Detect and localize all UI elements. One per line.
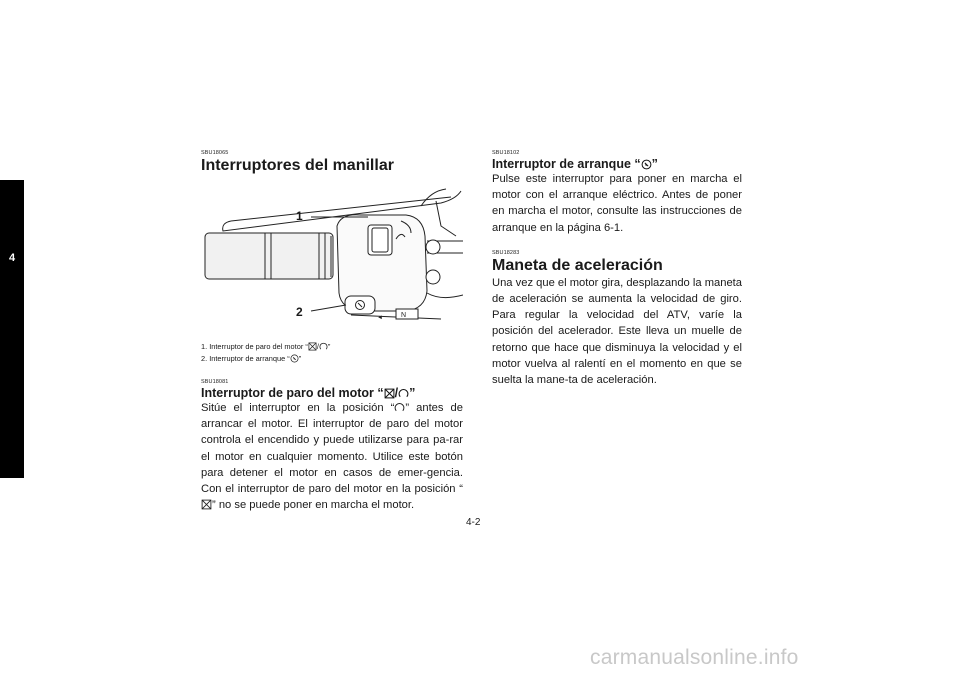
- caption-1-end: ”: [327, 342, 331, 351]
- start-icon: [641, 159, 652, 170]
- section-title: Maneta de aceleración: [492, 256, 663, 274]
- watermark: carmanualsonline.info: [590, 646, 799, 669]
- figure-captions: [201, 341, 463, 365]
- caption-2-text: 2. Interruptor de arranque “: [201, 354, 290, 363]
- handlebar-illustration: [201, 181, 463, 321]
- left-column: [201, 150, 463, 513]
- callout-2: 2: [296, 305, 303, 319]
- engine-stop-text-b: ” antes de arrancar el motor. El interruptor de paro del motor controla el encendido y puede utilizarse para pa-rar el motor en cualquier momento. Utilice este botón para detener el motor en casos de emer-gencia. Con el interruptor de paro del motor en la posición “: [201, 402, 463, 496]
- start-icon: [290, 354, 302, 363]
- chapter-tab: [0, 180, 24, 478]
- engine-stop-paragraph: [201, 400, 463, 513]
- caption-2-end: ”: [298, 354, 302, 363]
- engine-stop-text-a: Sitúe el interruptor en la posición “: [201, 402, 395, 414]
- engine-stop-icon: [201, 499, 212, 510]
- caption-1-text: 1. Interruptor de paro del motor “: [201, 342, 308, 351]
- page-number: 4-2: [466, 517, 481, 528]
- callout-1: 1: [296, 209, 303, 223]
- subsection-title-end: ”: [409, 386, 416, 400]
- section-code: SBU18283: [492, 249, 520, 256]
- engine-run-icon: [394, 402, 405, 413]
- figure-neutral-label: N: [401, 312, 407, 319]
- engine-run-icon: [319, 342, 331, 351]
- engine-stop-text-c: ” no se puede poner en marcha el motor.: [212, 499, 415, 512]
- subsection-title: [492, 157, 742, 171]
- start-title-text: Interruptor de arranque “: [492, 157, 641, 171]
- start-title-end: ”: [651, 157, 658, 171]
- subsection-code: SBU18081: [201, 379, 229, 385]
- start-paragraph: Pulse este interruptor para poner en marcha el motor con el arranque eléctrico. Antes de poner en marcha el motor, consulte las instrucciones de arranque en la página 6-1.: [492, 173, 742, 234]
- engine-run-icon: [398, 388, 409, 399]
- caption-2: [201, 353, 463, 365]
- subsection-title: Interruptor de paro del motor “ / ”: [201, 386, 416, 400]
- engine-stop-icon: [384, 388, 395, 399]
- handlebar-drawing: [201, 181, 463, 321]
- right-column: [492, 150, 742, 388]
- subsection-code: SBU18102: [492, 150, 520, 156]
- chapter-tab-number: 4: [8, 252, 16, 264]
- throttle-paragraph: Una vez que el motor gira, desplazando la maneta de aceleración se aumenta la velocidad de giro. Para regular la velocidad del ATV, varíe la posición del acelerador. Este lleva un muelle de retorno que hace que disminuya la velocidad y el motor vuelva al ralentí en el momento en que se suelta la mane-ta de aceleración.: [492, 276, 743, 387]
- section-code: SBU18065: [201, 150, 229, 156]
- section-title: Interruptores del manillar: [201, 157, 394, 174]
- caption-1: 1. Interruptor de paro del motor “ / ”: [201, 342, 331, 351]
- figure-arrow-label: ◄: [377, 315, 383, 321]
- engine-stop-icon: [308, 342, 317, 351]
- subsection-title-text: Interruptor de paro del motor “: [201, 386, 384, 400]
